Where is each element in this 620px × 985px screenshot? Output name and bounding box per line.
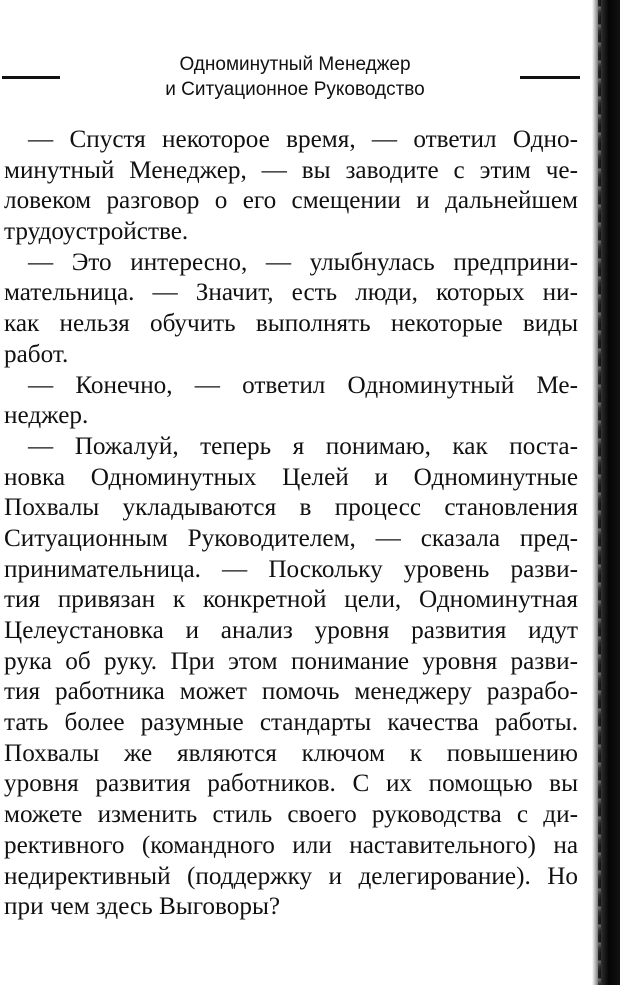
- running-header: [0, 52, 590, 112]
- text-line: ловеком разговор о его смещении и дальнейшем: [4, 187, 578, 215]
- text-line: недирективный (поддержку и делегирование). Но: [4, 862, 578, 890]
- text-line: Похвалы же являются ключом к повышению: [4, 739, 578, 767]
- text-line: — Спустя некоторое время, — ответил Одно-: [28, 126, 578, 153]
- text-line: трудоустройстве.: [4, 218, 189, 246]
- body-text: [4, 125, 578, 923]
- text-line: рективного (командного или наставительного) на: [4, 831, 578, 859]
- text-line: минутный Менеджер, — вы заводите с этим че-: [4, 156, 578, 184]
- text-line: можете изменить стиль своего руководства с ди-: [4, 801, 578, 829]
- text-line: новка Одноминутных Целей и Одноминутные: [4, 463, 578, 491]
- text-line: работ.: [4, 340, 69, 368]
- header-rule-right: [520, 76, 580, 79]
- header-title-line-2: и Ситуационное Руководство: [165, 79, 425, 100]
- header-rule-left: [2, 76, 60, 79]
- text-line: тия привязан к конкретной цели, Одноминутная: [4, 586, 578, 614]
- text-line: Целеустановка и анализ уровня развития идут: [4, 617, 578, 644]
- text-line: — Конечно, — ответил Одноминутный Ме-: [28, 371, 578, 399]
- text-line: — Пожалуй, теперь я понимаю, как поста-: [28, 432, 578, 460]
- text-line: тия работника может помочь менеджеру разрабо-: [4, 678, 578, 706]
- page-edge-shadow: [592, 0, 620, 985]
- text-line: мательница. — Значит, есть люди, которых ни-: [4, 279, 578, 307]
- header-title: [120, 52, 470, 102]
- text-line: при чем здесь Выговоры?: [4, 893, 281, 921]
- text-line: уровня развития работников. С их помощью вы: [4, 770, 578, 798]
- text-line: тать более разумные стандарты качества работы.: [4, 709, 578, 737]
- text-line: Похвалы укладываются в процесс становления: [4, 494, 578, 522]
- text-line: принимательница. — Поскольку уровень разви-: [4, 555, 578, 583]
- text-line: рука об руку. При этом понимание уровня разви-: [4, 647, 578, 675]
- text-line: — Это интересно, — улыбнулась предприни-: [28, 248, 578, 276]
- text-line: неджер.: [4, 402, 89, 430]
- text-line: как нельзя обучить выполнять некоторые виды: [4, 310, 578, 338]
- text-line: Ситуационным Руководителем, — сказала пред-: [4, 524, 578, 552]
- header-title-line-1: Одноминутный Менеджер: [179, 54, 411, 75]
